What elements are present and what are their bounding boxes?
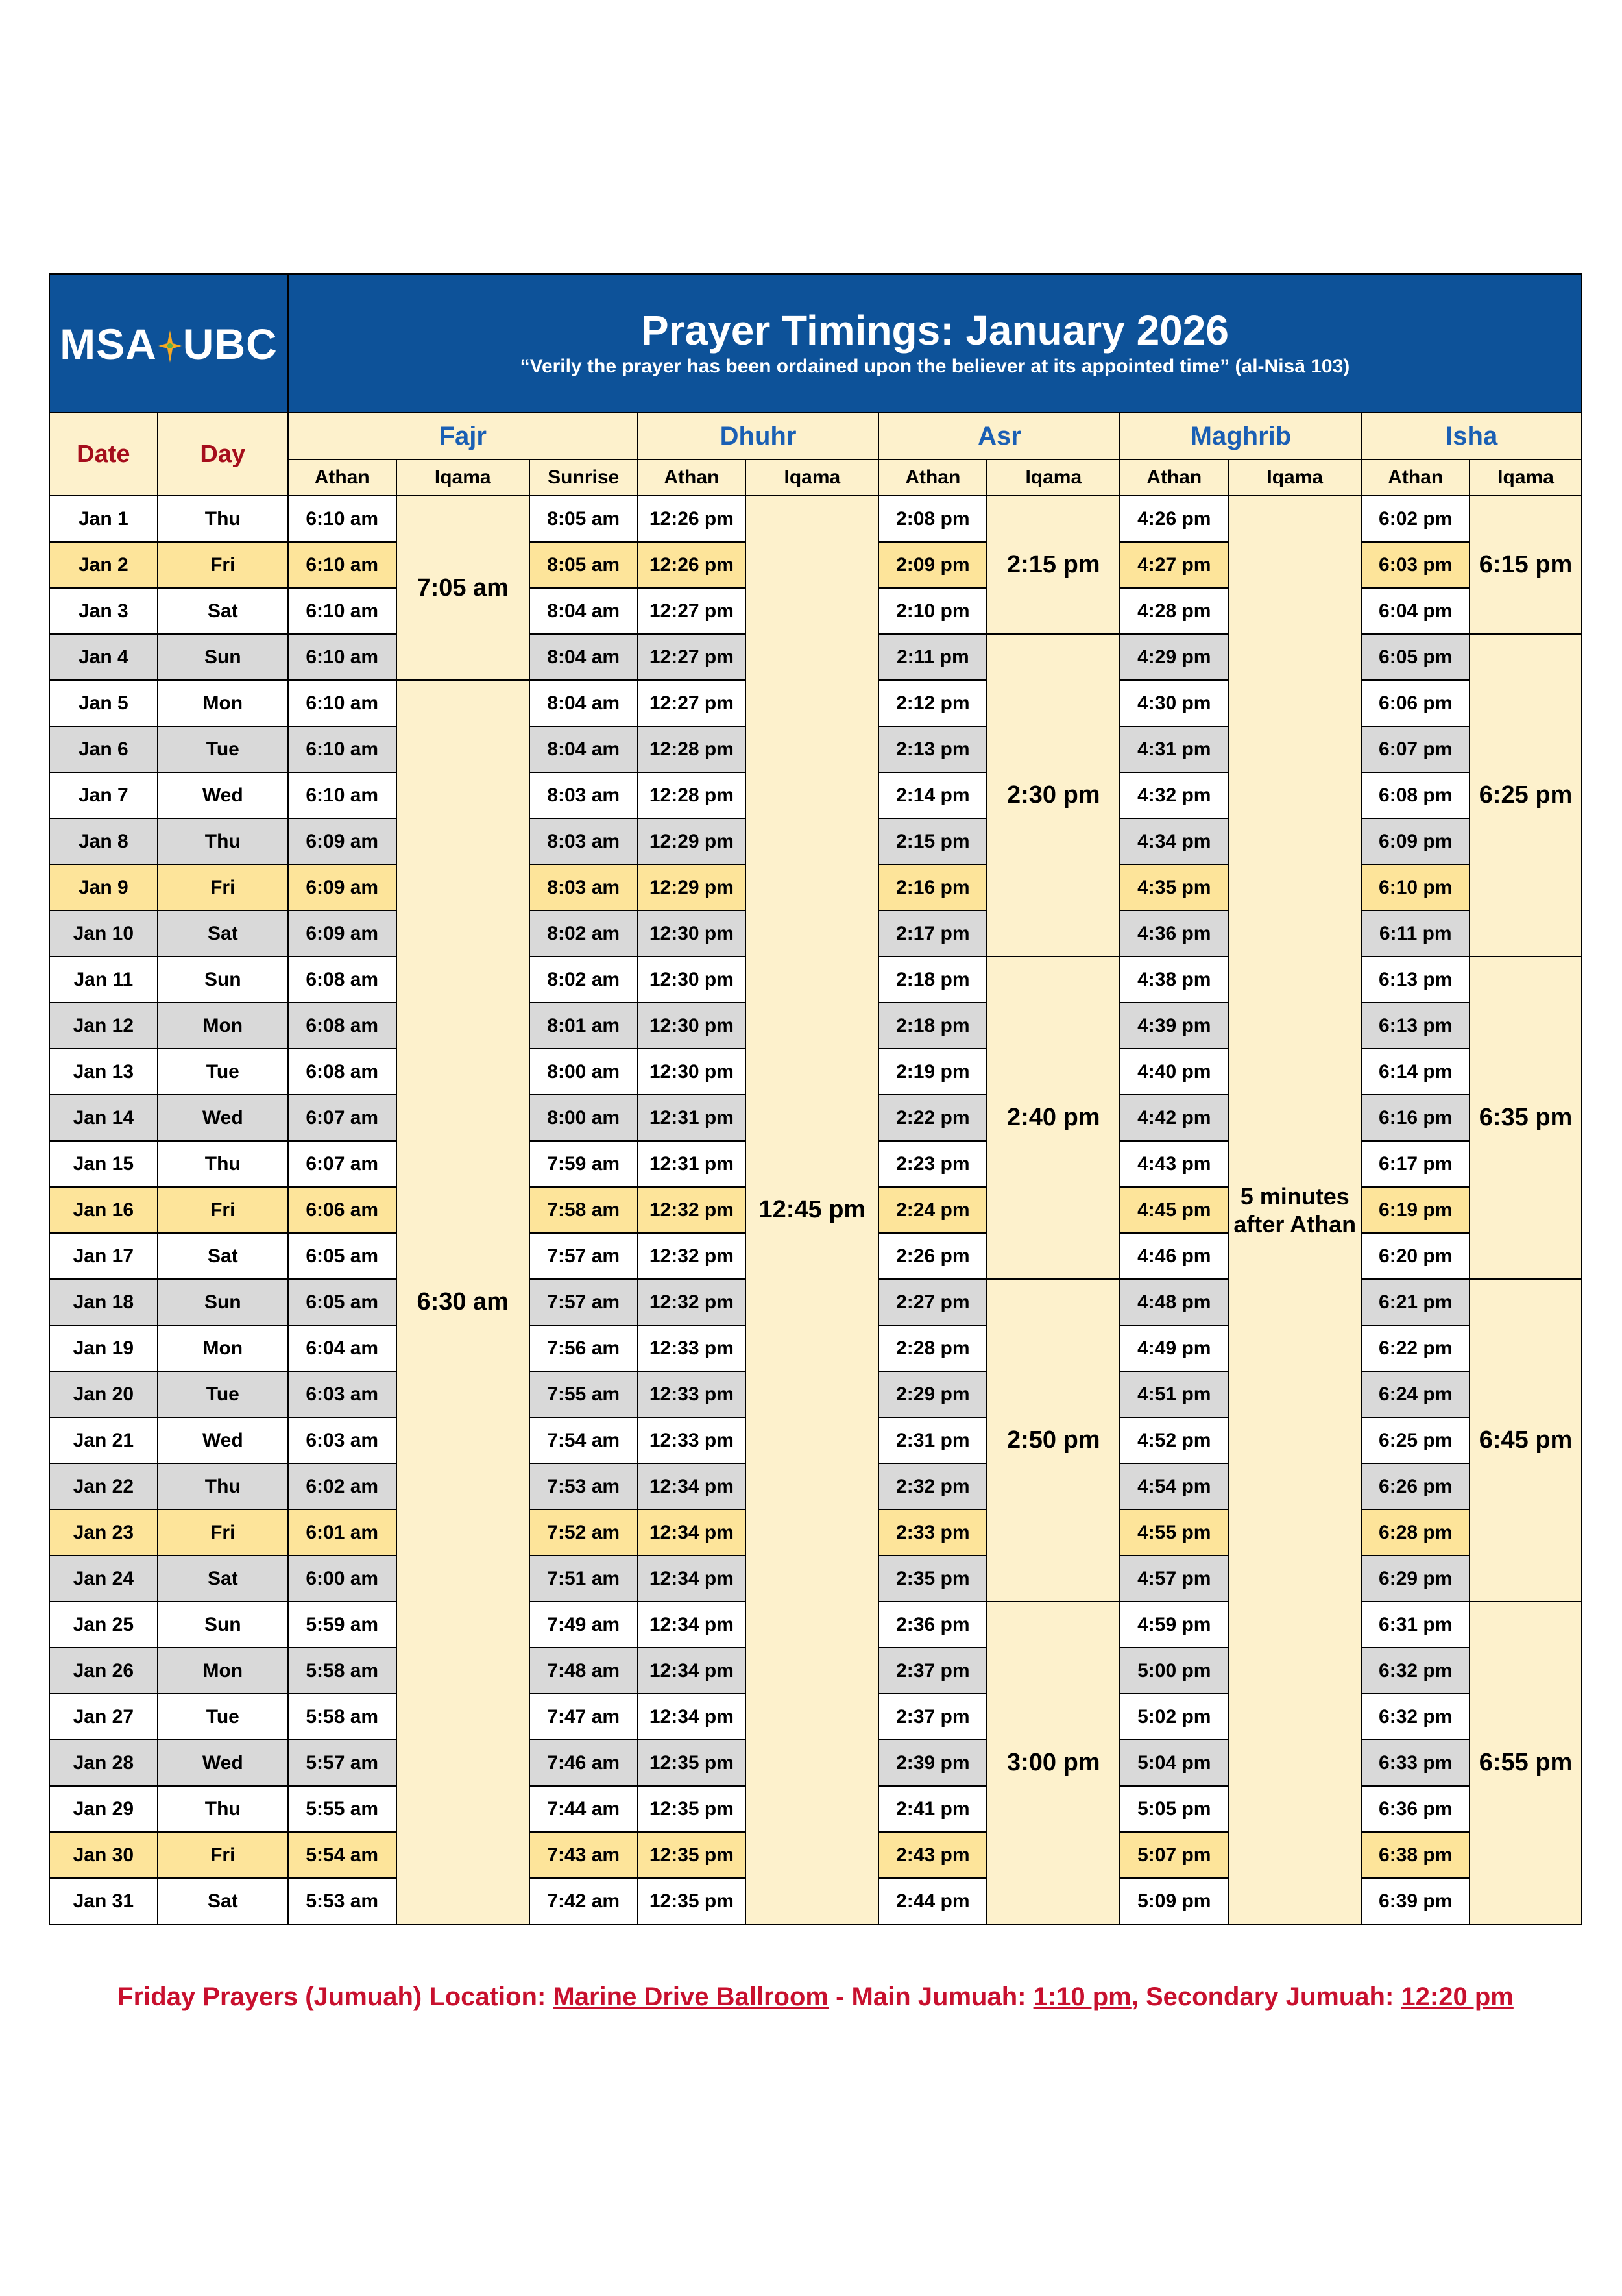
date-cell: Jan 20	[49, 1371, 158, 1417]
fajr-athan-cell: 6:08 am	[288, 1049, 396, 1095]
dhuhr-athan-cell: 12:32 pm	[638, 1187, 746, 1233]
asr-athan-cell: 2:18 pm	[878, 957, 987, 1003]
isha-athan-cell: 6:19 pm	[1361, 1187, 1470, 1233]
date-cell: Jan 17	[49, 1233, 158, 1279]
dhuhr-athan-cell: 12:26 pm	[638, 496, 746, 542]
asr-athan-cell: 2:39 pm	[878, 1740, 987, 1786]
fajr-athan-cell: 6:05 am	[288, 1279, 396, 1325]
fajr-athan-cell: 6:07 am	[288, 1095, 396, 1141]
fajr-athan-cell: 6:07 am	[288, 1141, 396, 1187]
asr-athan-cell: 2:09 pm	[878, 542, 987, 588]
sunrise-cell: 8:00 am	[529, 1095, 638, 1141]
prayer-timetable-sheet	[49, 273, 1582, 1925]
asr-athan-cell: 2:36 pm	[878, 1602, 987, 1648]
day-cell: Thu	[158, 496, 288, 542]
day-cell: Mon	[158, 680, 288, 726]
asr-athan-cell: 2:18 pm	[878, 1003, 987, 1049]
isha-athan-cell: 6:20 pm	[1361, 1233, 1470, 1279]
quote-subtitle: “Verily the prayer has been ordained upon the believer at its appointed time” (al-Nisā 103)	[520, 356, 1350, 377]
asr-athan-cell: 2:23 pm	[878, 1141, 987, 1187]
sunrise-cell: 8:00 am	[529, 1049, 638, 1095]
fajr-athan-cell: 6:03 am	[288, 1371, 396, 1417]
date-cell: Jan 11	[49, 957, 158, 1003]
asr-athan-header: Athan	[878, 459, 987, 496]
page-title: Prayer Timings: January 2026	[640, 307, 1229, 354]
isha-athan-header: Athan	[1361, 459, 1470, 496]
asr-athan-cell: 2:31 pm	[878, 1417, 987, 1463]
isha-athan-cell: 6:25 pm	[1361, 1417, 1470, 1463]
sunrise-cell: 8:04 am	[529, 726, 638, 772]
maghrib-athan-cell: 5:04 pm	[1120, 1740, 1228, 1786]
day-cell: Mon	[158, 1003, 288, 1049]
jumuah-footer	[49, 1983, 1582, 2012]
day-cell: Wed	[158, 1417, 288, 1463]
sunrise-cell: 7:46 am	[529, 1740, 638, 1786]
day-cell: Tue	[158, 726, 288, 772]
fajr-athan-cell: 5:58 am	[288, 1694, 396, 1740]
dhuhr-athan-cell: 12:28 pm	[638, 726, 746, 772]
dhuhr-athan-cell: 12:27 pm	[638, 634, 746, 680]
day-cell: Sat	[158, 1878, 288, 1924]
date-cell: Jan 12	[49, 1003, 158, 1049]
asr-athan-cell: 2:16 pm	[878, 864, 987, 910]
date-cell: Jan 14	[49, 1095, 158, 1141]
fajr-athan-cell: 5:57 am	[288, 1740, 396, 1786]
asr-athan-cell: 2:33 pm	[878, 1509, 987, 1556]
dhuhr-athan-cell: 12:30 pm	[638, 1003, 746, 1049]
fajr-athan-cell: 6:08 am	[288, 1003, 396, 1049]
main-jumuah-label: - Main Jumuah:	[829, 1983, 1034, 2011]
asr-iqama-cell: 2:15 pm	[987, 496, 1120, 634]
sunrise-cell: 7:57 am	[529, 1233, 638, 1279]
asr-athan-cell: 2:15 pm	[878, 818, 987, 864]
maghrib-athan-cell: 4:38 pm	[1120, 957, 1228, 1003]
isha-athan-cell: 6:02 pm	[1361, 496, 1470, 542]
dhuhr-athan-cell: 12:34 pm	[638, 1694, 746, 1740]
date-cell: Jan 27	[49, 1694, 158, 1740]
dhuhr-athan-cell: 12:33 pm	[638, 1325, 746, 1371]
date-cell: Jan 2	[49, 542, 158, 588]
sunrise-cell: 8:04 am	[529, 634, 638, 680]
date-cell: Jan 9	[49, 864, 158, 910]
asr-athan-cell: 2:17 pm	[878, 910, 987, 957]
isha-athan-cell: 6:14 pm	[1361, 1049, 1470, 1095]
asr-athan-cell: 2:32 pm	[878, 1463, 987, 1509]
prayer-timetable	[49, 273, 1582, 1925]
isha-athan-cell: 6:13 pm	[1361, 1003, 1470, 1049]
maghrib-athan-cell: 4:45 pm	[1120, 1187, 1228, 1233]
isha-athan-cell: 6:10 pm	[1361, 864, 1470, 910]
maghrib-iqama-cell: 5 minutes after Athan	[1228, 496, 1361, 1924]
sunrise-cell: 8:05 am	[529, 542, 638, 588]
secondary-jumuah-time[interactable]: 12:20 pm	[1401, 1983, 1514, 2011]
date-cell: Jan 21	[49, 1417, 158, 1463]
isha-athan-cell: 6:09 pm	[1361, 818, 1470, 864]
isha-athan-cell: 6:24 pm	[1361, 1371, 1470, 1417]
maghrib-athan-cell: 4:26 pm	[1120, 496, 1228, 542]
dhuhr-iqama-cell: 12:45 pm	[745, 496, 878, 1924]
maghrib-athan-cell: 4:42 pm	[1120, 1095, 1228, 1141]
day-cell: Sun	[158, 957, 288, 1003]
maghrib-athan-cell: 5:05 pm	[1120, 1786, 1228, 1832]
day-cell: Wed	[158, 1095, 288, 1141]
dhuhr-athan-cell: 12:34 pm	[638, 1463, 746, 1509]
date-cell: Jan 1	[49, 496, 158, 542]
footer-prefix: Friday Prayers (Jumuah) Location:	[117, 1983, 553, 2011]
main-jumuah-time[interactable]: 1:10 pm	[1033, 1983, 1132, 2011]
asr-athan-cell: 2:24 pm	[878, 1187, 987, 1233]
sunrise-cell: 7:48 am	[529, 1648, 638, 1694]
date-cell: Jan 23	[49, 1509, 158, 1556]
isha-athan-cell: 6:17 pm	[1361, 1141, 1470, 1187]
day-cell: Fri	[158, 1509, 288, 1556]
day-cell: Mon	[158, 1648, 288, 1694]
dhuhr-athan-cell: 12:34 pm	[638, 1602, 746, 1648]
isha-athan-cell: 6:32 pm	[1361, 1694, 1470, 1740]
isha-athan-cell: 6:36 pm	[1361, 1786, 1470, 1832]
asr-athan-cell: 2:10 pm	[878, 588, 987, 634]
maghrib-athan-cell: 4:49 pm	[1120, 1325, 1228, 1371]
day-cell: Mon	[158, 1325, 288, 1371]
fajr-athan-cell: 6:10 am	[288, 496, 396, 542]
date-cell: Jan 25	[49, 1602, 158, 1648]
sunrise-cell: 7:55 am	[529, 1371, 638, 1417]
isha-athan-cell: 6:11 pm	[1361, 910, 1470, 957]
dhuhr-athan-header: Athan	[638, 459, 746, 496]
isha-iqama-header: Iqama	[1470, 459, 1582, 496]
fajr-athan-cell: 6:10 am	[288, 772, 396, 818]
date-cell: Jan 29	[49, 1786, 158, 1832]
day-cell: Sun	[158, 634, 288, 680]
day-cell: Fri	[158, 864, 288, 910]
date-cell: Jan 3	[49, 588, 158, 634]
sunrise-cell: 7:59 am	[529, 1141, 638, 1187]
fajr-athan-cell: 6:10 am	[288, 726, 396, 772]
day-column-header: Day	[158, 413, 288, 496]
dhuhr-athan-cell: 12:34 pm	[638, 1648, 746, 1694]
maghrib-athan-cell: 5:09 pm	[1120, 1878, 1228, 1924]
sunrise-cell: 8:01 am	[529, 1003, 638, 1049]
maghrib-athan-cell: 4:52 pm	[1120, 1417, 1228, 1463]
isha-athan-cell: 6:39 pm	[1361, 1878, 1470, 1924]
sunrise-cell: 8:04 am	[529, 680, 638, 726]
asr-athan-cell: 2:44 pm	[878, 1878, 987, 1924]
maghrib-athan-cell: 4:48 pm	[1120, 1279, 1228, 1325]
day-cell: Sun	[158, 1602, 288, 1648]
fajr-athan-cell: 6:06 am	[288, 1187, 396, 1233]
isha-iqama-cell: 6:15 pm	[1470, 496, 1582, 634]
maghrib-athan-cell: 4:36 pm	[1120, 910, 1228, 957]
isha-athan-cell: 6:03 pm	[1361, 542, 1470, 588]
asr-iqama-cell: 2:50 pm	[987, 1279, 1120, 1602]
day-cell: Tue	[158, 1049, 288, 1095]
sunrise-cell: 7:44 am	[529, 1786, 638, 1832]
fajr-iqama-header: Iqama	[396, 459, 529, 496]
sunrise-cell: 7:57 am	[529, 1279, 638, 1325]
dhuhr-athan-cell: 12:32 pm	[638, 1233, 746, 1279]
dhuhr-athan-cell: 12:29 pm	[638, 818, 746, 864]
fajr-athan-cell: 6:08 am	[288, 957, 396, 1003]
asr-athan-cell: 2:37 pm	[878, 1648, 987, 1694]
dhuhr-athan-cell: 12:30 pm	[638, 1049, 746, 1095]
fajr-athan-cell: 6:09 am	[288, 818, 396, 864]
fajr-athan-cell: 6:10 am	[288, 634, 396, 680]
fajr-athan-cell: 6:09 am	[288, 910, 396, 957]
asr-athan-cell: 2:13 pm	[878, 726, 987, 772]
date-cell: Jan 26	[49, 1648, 158, 1694]
maghrib-athan-cell: 5:00 pm	[1120, 1648, 1228, 1694]
sunrise-cell: 8:03 am	[529, 818, 638, 864]
maghrib-athan-cell: 5:02 pm	[1120, 1694, 1228, 1740]
date-cell: Jan 8	[49, 818, 158, 864]
isha-athan-cell: 6:21 pm	[1361, 1279, 1470, 1325]
sunrise-cell: 8:04 am	[529, 588, 638, 634]
asr-athan-cell: 2:29 pm	[878, 1371, 987, 1417]
date-cell: Jan 16	[49, 1187, 158, 1233]
fajr-athan-cell: 6:10 am	[288, 542, 396, 588]
logo-cell	[49, 274, 288, 413]
asr-athan-cell: 2:22 pm	[878, 1095, 987, 1141]
day-cell: Sun	[158, 1279, 288, 1325]
asr-athan-cell: 2:28 pm	[878, 1325, 987, 1371]
day-cell: Sat	[158, 1556, 288, 1602]
asr-iqama-cell: 2:30 pm	[987, 634, 1120, 957]
maghrib-athan-cell: 4:27 pm	[1120, 542, 1228, 588]
dhuhr-athan-cell: 12:35 pm	[638, 1832, 746, 1878]
dhuhr-athan-cell: 12:35 pm	[638, 1740, 746, 1786]
sunrise-cell: 7:49 am	[529, 1602, 638, 1648]
isha-athan-cell: 6:38 pm	[1361, 1832, 1470, 1878]
sunrise-cell: 7:54 am	[529, 1417, 638, 1463]
isha-athan-cell: 6:31 pm	[1361, 1602, 1470, 1648]
date-cell: Jan 10	[49, 910, 158, 957]
maghrib-athan-cell: 4:54 pm	[1120, 1463, 1228, 1509]
asr-athan-cell: 2:19 pm	[878, 1049, 987, 1095]
dhuhr-athan-cell: 12:29 pm	[638, 864, 746, 910]
maghrib-athan-cell: 4:40 pm	[1120, 1049, 1228, 1095]
sunrise-header: Sunrise	[529, 459, 638, 496]
maghrib-athan-cell: 4:55 pm	[1120, 1509, 1228, 1556]
sunrise-cell: 7:51 am	[529, 1556, 638, 1602]
isha-athan-cell: 6:05 pm	[1361, 634, 1470, 680]
asr-athan-cell: 2:11 pm	[878, 634, 987, 680]
date-cell: Jan 5	[49, 680, 158, 726]
maghrib-athan-header: Athan	[1120, 459, 1228, 496]
isha-iqama-cell: 6:55 pm	[1470, 1602, 1582, 1924]
secondary-jumuah-label: , Secondary Jumuah:	[1131, 1983, 1401, 2011]
fajr-athan-cell: 6:03 am	[288, 1417, 396, 1463]
dhuhr-athan-cell: 12:28 pm	[638, 772, 746, 818]
date-cell: Jan 6	[49, 726, 158, 772]
fajr-athan-cell: 6:00 am	[288, 1556, 396, 1602]
maghrib-athan-cell: 4:31 pm	[1120, 726, 1228, 772]
dhuhr-athan-cell: 12:33 pm	[638, 1417, 746, 1463]
asr-iqama-cell: 3:00 pm	[987, 1602, 1120, 1924]
isha-athan-cell: 6:28 pm	[1361, 1509, 1470, 1556]
isha-athan-cell: 6:04 pm	[1361, 588, 1470, 634]
fajr-athan-cell: 5:55 am	[288, 1786, 396, 1832]
dhuhr-athan-cell: 12:27 pm	[638, 680, 746, 726]
maghrib-athan-cell: 4:35 pm	[1120, 864, 1228, 910]
msa-ubc-logo: MSA UBC	[60, 318, 278, 369]
sunrise-cell: 7:52 am	[529, 1509, 638, 1556]
sunrise-cell: 7:42 am	[529, 1878, 638, 1924]
asr-athan-cell: 2:14 pm	[878, 772, 987, 818]
maghrib-group-header: Maghrib	[1120, 413, 1361, 459]
date-cell: Jan 4	[49, 634, 158, 680]
day-cell: Thu	[158, 1463, 288, 1509]
maghrib-athan-cell: 4:30 pm	[1120, 680, 1228, 726]
maghrib-athan-cell: 4:39 pm	[1120, 1003, 1228, 1049]
isha-athan-cell: 6:33 pm	[1361, 1740, 1470, 1786]
fajr-athan-cell: 5:59 am	[288, 1602, 396, 1648]
maghrib-athan-cell: 5:07 pm	[1120, 1832, 1228, 1878]
asr-athan-cell: 2:35 pm	[878, 1556, 987, 1602]
sunrise-cell: 7:43 am	[529, 1832, 638, 1878]
dhuhr-athan-cell: 12:27 pm	[638, 588, 746, 634]
dhuhr-athan-cell: 12:26 pm	[638, 542, 746, 588]
dhuhr-athan-cell: 12:30 pm	[638, 957, 746, 1003]
maghrib-athan-cell: 4:28 pm	[1120, 588, 1228, 634]
isha-iqama-cell: 6:35 pm	[1470, 957, 1582, 1279]
date-cell: Jan 31	[49, 1878, 158, 1924]
date-cell: Jan 13	[49, 1049, 158, 1095]
day-cell: Fri	[158, 1832, 288, 1878]
asr-athan-cell: 2:26 pm	[878, 1233, 987, 1279]
table-row	[49, 496, 1582, 542]
day-cell: Thu	[158, 1141, 288, 1187]
dhuhr-athan-cell: 12:30 pm	[638, 910, 746, 957]
asr-athan-cell: 2:27 pm	[878, 1279, 987, 1325]
day-cell: Thu	[158, 1786, 288, 1832]
maghrib-athan-cell: 4:43 pm	[1120, 1141, 1228, 1187]
date-cell: Jan 7	[49, 772, 158, 818]
fajr-athan-cell: 6:01 am	[288, 1509, 396, 1556]
sunrise-cell: 8:05 am	[529, 496, 638, 542]
sunrise-cell: 8:03 am	[529, 772, 638, 818]
date-cell: Jan 19	[49, 1325, 158, 1371]
maghrib-athan-cell: 4:51 pm	[1120, 1371, 1228, 1417]
fajr-athan-cell: 6:10 am	[288, 680, 396, 726]
dhuhr-athan-cell: 12:31 pm	[638, 1095, 746, 1141]
fajr-athan-cell: 6:05 am	[288, 1233, 396, 1279]
sunrise-cell: 7:56 am	[529, 1325, 638, 1371]
date-cell: Jan 28	[49, 1740, 158, 1786]
maghrib-athan-cell: 4:29 pm	[1120, 634, 1228, 680]
isha-athan-cell: 6:07 pm	[1361, 726, 1470, 772]
isha-athan-cell: 6:08 pm	[1361, 772, 1470, 818]
maghrib-athan-cell: 4:46 pm	[1120, 1233, 1228, 1279]
day-cell: Wed	[158, 772, 288, 818]
asr-athan-cell: 2:08 pm	[878, 496, 987, 542]
day-cell: Tue	[158, 1694, 288, 1740]
maghrib-athan-cell: 4:57 pm	[1120, 1556, 1228, 1602]
asr-athan-cell: 2:43 pm	[878, 1832, 987, 1878]
fajr-athan-cell: 5:58 am	[288, 1648, 396, 1694]
date-cell: Jan 18	[49, 1279, 158, 1325]
asr-athan-cell: 2:12 pm	[878, 680, 987, 726]
day-cell: Fri	[158, 1187, 288, 1233]
date-cell: Jan 24	[49, 1556, 158, 1602]
dhuhr-athan-cell: 12:33 pm	[638, 1371, 746, 1417]
isha-iqama-cell: 6:25 pm	[1470, 634, 1582, 957]
asr-athan-cell: 2:37 pm	[878, 1694, 987, 1740]
day-cell: Wed	[158, 1740, 288, 1786]
day-cell: Sat	[158, 588, 288, 634]
fajr-athan-header: Athan	[288, 459, 396, 496]
day-cell: Fri	[158, 542, 288, 588]
isha-athan-cell: 6:29 pm	[1361, 1556, 1470, 1602]
fajr-iqama-cell: 6:30 am	[396, 680, 529, 1924]
sunrise-cell: 7:47 am	[529, 1694, 638, 1740]
isha-group-header: Isha	[1361, 413, 1582, 459]
timetable-body	[49, 496, 1582, 1924]
dhuhr-athan-cell: 12:34 pm	[638, 1509, 746, 1556]
fajr-athan-cell: 6:04 am	[288, 1325, 396, 1371]
fajr-group-header: Fajr	[288, 413, 638, 459]
title-cell	[288, 274, 1582, 413]
day-cell: Sat	[158, 1233, 288, 1279]
asr-group-header: Asr	[878, 413, 1120, 459]
date-cell: Jan 30	[49, 1832, 158, 1878]
fajr-athan-cell: 5:54 am	[288, 1832, 396, 1878]
date-column-header: Date	[49, 413, 158, 496]
day-cell: Tue	[158, 1371, 288, 1417]
maghrib-athan-cell: 4:32 pm	[1120, 772, 1228, 818]
maghrib-athan-cell: 4:34 pm	[1120, 818, 1228, 864]
asr-iqama-cell: 2:40 pm	[987, 957, 1120, 1279]
star-icon	[157, 324, 183, 369]
date-cell: Jan 15	[49, 1141, 158, 1187]
sunrise-cell: 7:53 am	[529, 1463, 638, 1509]
fajr-athan-cell: 5:53 am	[288, 1878, 396, 1924]
isha-athan-cell: 6:16 pm	[1361, 1095, 1470, 1141]
maghrib-iqama-header: Iqama	[1228, 459, 1361, 496]
fajr-athan-cell: 6:09 am	[288, 864, 396, 910]
fajr-athan-cell: 6:10 am	[288, 588, 396, 634]
dhuhr-athan-cell: 12:35 pm	[638, 1878, 746, 1924]
jumuah-location-link[interactable]: Marine Drive Ballroom	[553, 1983, 829, 2011]
isha-athan-cell: 6:32 pm	[1361, 1648, 1470, 1694]
sunrise-cell: 8:02 am	[529, 957, 638, 1003]
day-cell: Sat	[158, 910, 288, 957]
isha-athan-cell: 6:26 pm	[1361, 1463, 1470, 1509]
sunrise-cell: 7:58 am	[529, 1187, 638, 1233]
isha-athan-cell: 6:13 pm	[1361, 957, 1470, 1003]
date-cell: Jan 22	[49, 1463, 158, 1509]
fajr-iqama-cell: 7:05 am	[396, 496, 529, 680]
maghrib-athan-cell: 4:59 pm	[1120, 1602, 1228, 1648]
isha-athan-cell: 6:22 pm	[1361, 1325, 1470, 1371]
dhuhr-group-header: Dhuhr	[638, 413, 879, 459]
dhuhr-iqama-header: Iqama	[745, 459, 878, 496]
dhuhr-athan-cell: 12:31 pm	[638, 1141, 746, 1187]
dhuhr-athan-cell: 12:32 pm	[638, 1279, 746, 1325]
sunrise-cell: 8:02 am	[529, 910, 638, 957]
dhuhr-athan-cell: 12:35 pm	[638, 1786, 746, 1832]
isha-athan-cell: 6:06 pm	[1361, 680, 1470, 726]
asr-athan-cell: 2:41 pm	[878, 1786, 987, 1832]
sunrise-cell: 8:03 am	[529, 864, 638, 910]
dhuhr-athan-cell: 12:34 pm	[638, 1556, 746, 1602]
isha-iqama-cell: 6:45 pm	[1470, 1279, 1582, 1602]
day-cell: Thu	[158, 818, 288, 864]
fajr-athan-cell: 6:02 am	[288, 1463, 396, 1509]
asr-iqama-header: Iqama	[987, 459, 1120, 496]
